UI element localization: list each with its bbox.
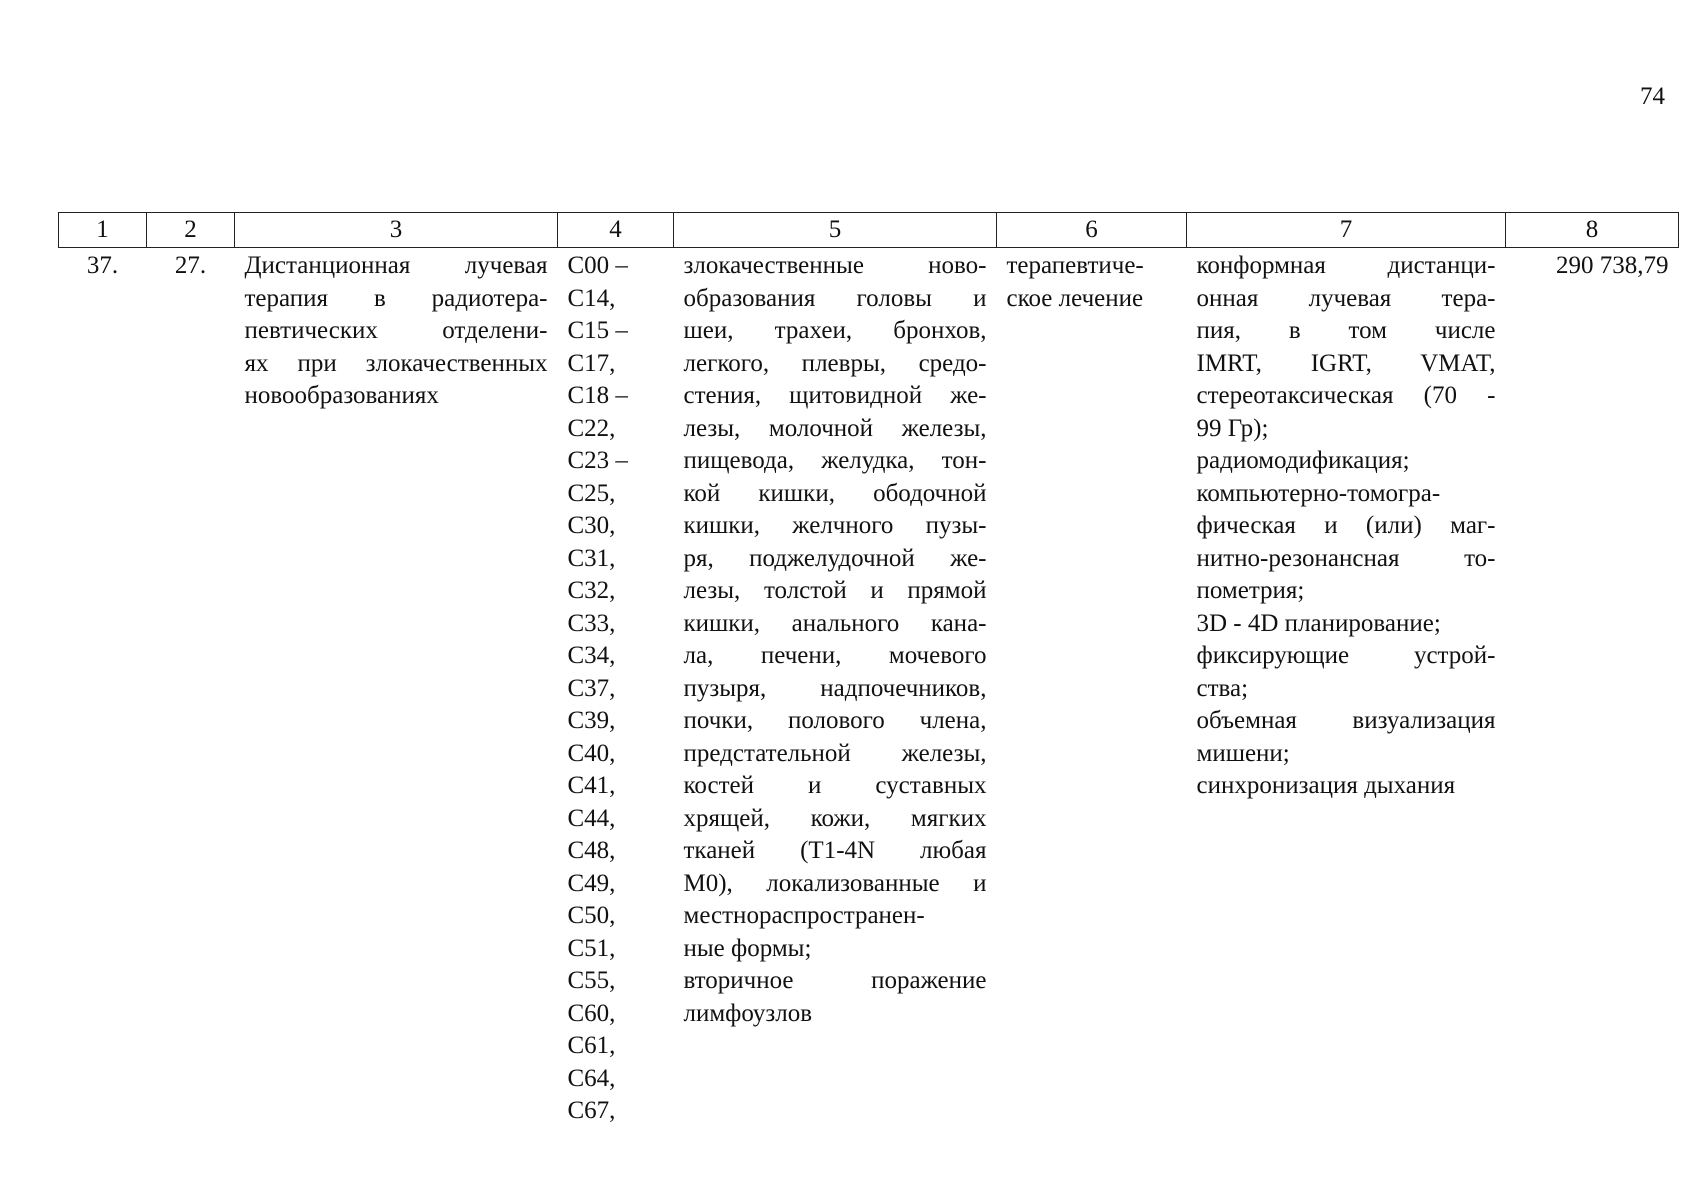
diagnosis-line: хрящей, кожи, мягких	[683, 804, 987, 832]
services-table	[58, 212, 1679, 1128]
diagnosis-line: злокачественные ново-	[683, 252, 987, 279]
icd-code-line: С31,	[567, 544, 616, 572]
care-type-line: терапия в радиотера-	[244, 284, 548, 312]
page-number: 74	[1640, 83, 1665, 110]
method-line: пия, в том числе	[1196, 317, 1496, 344]
icd-code-line: С49,	[567, 869, 616, 897]
icd-code-line: С00 –	[567, 252, 628, 279]
header-cell-3: 3	[235, 213, 558, 248]
icd-code-line: С39,	[567, 707, 616, 734]
method-line: конформная дистанци-	[1196, 252, 1496, 279]
diagnosis-line: М0), локализованные и	[683, 869, 987, 897]
method-line: онная лучевая тера-	[1196, 284, 1496, 312]
method-line: радиомодификация;	[1196, 447, 1410, 474]
icd-code-line: С51,	[567, 934, 616, 962]
method-line: фиксирующие устрой-	[1196, 642, 1496, 669]
diagnosis-line: пищевода, желудка, тон-	[683, 447, 987, 474]
diagnosis-line: лезы, толстой и прямой	[683, 577, 987, 604]
header-cell-2: 2	[147, 213, 235, 248]
method-line: компьютерно-томогра-	[1196, 479, 1441, 507]
diagnosis-line: кой кишки, ободочной	[683, 479, 987, 507]
method-line: нитно-резонансная то-	[1196, 544, 1496, 572]
diagnosis-line: ря, поджелудочной же-	[683, 544, 987, 572]
care-type-line: новообразованиях	[244, 382, 439, 409]
diagnosis-line: лимфоузлов	[683, 999, 813, 1027]
icd-code-line: С17,	[567, 349, 616, 377]
icd-code-line: С30,	[567, 512, 616, 539]
diagnosis-line: лезы, молочной железы,	[683, 414, 987, 442]
header-cell-6: 6	[997, 213, 1187, 248]
icd-code-line: С18 –	[567, 382, 628, 409]
header-cell-1: 1	[59, 213, 147, 248]
diagnosis-line: вторичное поражение	[683, 967, 987, 994]
icd-code-line: С67,	[567, 1097, 616, 1124]
header-cell-7: 7	[1187, 213, 1506, 248]
icd-code-line: С23 –	[567, 447, 628, 474]
treatment-type-line: терапевтиче-	[1006, 252, 1144, 279]
method-line: пометрия;	[1196, 577, 1305, 604]
diagnosis-line: пузыря, надпочечников,	[683, 674, 987, 702]
icd-codes-cell	[558, 248, 674, 1128]
icd-code-line: С44,	[567, 804, 616, 832]
icd-code-line: С15 –	[567, 317, 628, 344]
method-line: стереотаксическая (70 -	[1196, 382, 1496, 409]
icd-code-line: С22,	[567, 414, 616, 442]
diagnosis-line: кишки, желчного пузы-	[683, 512, 987, 539]
diagnosis-line: кишки, анального кана-	[683, 609, 987, 637]
icd-code-line: С41,	[567, 772, 616, 799]
header-cell-8: 8	[1506, 213, 1679, 248]
diagnosis-cell	[674, 248, 997, 1128]
method-line: 3D - 4D планирование;	[1196, 609, 1441, 637]
method-cell	[1187, 248, 1506, 1128]
method-line: IMRT, IGRT, VMAT,	[1196, 349, 1496, 377]
diagnosis-line: стения, щитовидной же-	[683, 382, 987, 409]
care-type-line: певтических отделени-	[244, 317, 548, 344]
method-line: фическая и (или) маг-	[1196, 512, 1496, 539]
icd-code-line: С34,	[567, 642, 616, 669]
icd-code-line: С33,	[567, 609, 616, 637]
diagnosis-line: образования головы и	[683, 284, 987, 312]
treatment-type-line: ское лечение	[1006, 284, 1144, 312]
method-line: синхронизация дыхания	[1196, 772, 1456, 799]
icd-code-line: С64,	[567, 1064, 616, 1092]
care-type-line: ях при злокачественных	[244, 349, 548, 377]
diagnosis-line: почки, полового члена,	[683, 707, 987, 734]
icd-code-line: С50,	[567, 902, 616, 929]
icd-code-line: С37,	[567, 674, 616, 702]
cost-cell: 290 738,79	[1556, 252, 1669, 279]
diagnosis-line: предстательной железы,	[683, 739, 987, 767]
icd-code-line: С61,	[567, 1032, 616, 1059]
icd-code-line: С25,	[567, 479, 616, 507]
diagnosis-line: легкого, плевры, средо-	[683, 349, 987, 377]
header-cell-5: 5	[674, 213, 997, 248]
table-row	[59, 248, 1679, 1128]
icd-code-line: С60,	[567, 999, 616, 1027]
method-line: 99 Гр);	[1196, 414, 1269, 442]
treatment-type-cell	[997, 248, 1187, 1128]
icd-code-line: С40,	[567, 739, 616, 767]
icd-code-line: С32,	[567, 577, 616, 604]
diagnosis-line: местнораспространен-	[683, 902, 925, 929]
diagnosis-line: костей и суставных	[683, 772, 987, 799]
method-line: ства;	[1196, 674, 1249, 702]
diagnosis-line: ные формы;	[683, 934, 812, 962]
header-cell-4: 4	[558, 213, 674, 248]
care-type-line: Дистанционная лучевая	[244, 252, 548, 279]
icd-code-line: С48,	[567, 837, 616, 864]
diagnosis-line: ла, печени, мочевого	[683, 642, 987, 669]
icd-code-line: С14,	[567, 284, 616, 312]
group-number-cell: 27.	[174, 252, 207, 279]
method-line: мишени;	[1196, 739, 1290, 767]
diagnosis-line: шеи, трахеи, бронхов,	[683, 317, 987, 344]
diagnosis-line: тканей (Т1-4N любая	[683, 837, 987, 864]
row-number-cell: 37.	[86, 252, 119, 279]
header-row	[59, 213, 1679, 248]
method-line: объемная визуализация	[1196, 707, 1496, 734]
icd-code-line: С55,	[567, 967, 616, 994]
care-type-cell	[235, 248, 558, 1128]
